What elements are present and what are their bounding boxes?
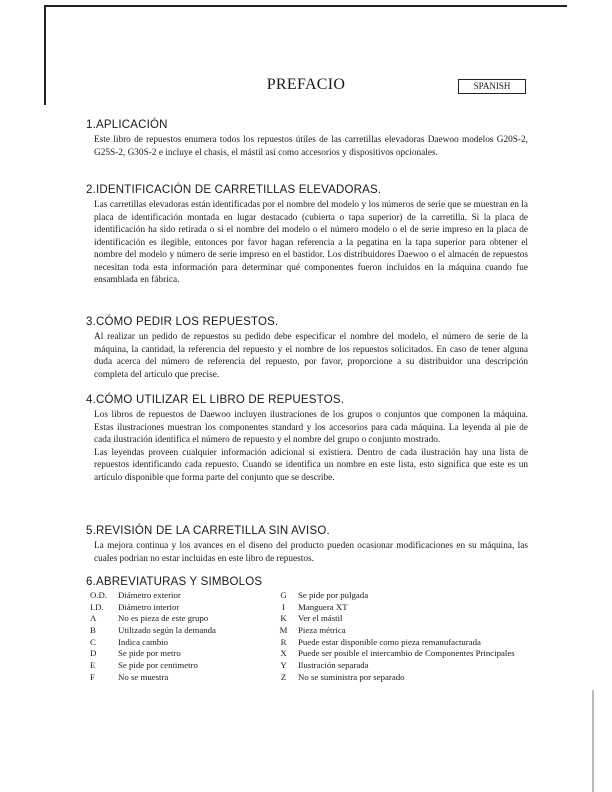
abbreviation-code: G <box>280 590 287 600</box>
section-revision <box>86 525 528 565</box>
list-item <box>86 625 271 637</box>
abbreviation-code: Z <box>280 671 287 682</box>
scan-edge-right <box>592 690 594 792</box>
list-item <box>86 672 271 684</box>
section-body: Este libro de repuestos enumera todos los repuestos útiles de las carretillas elevadoras Daewoo modelos G20S-2, G25S-2, G30S-2 e incluye el chasis, el mástil así como accesorios y dispositivos opcionales. <box>94 135 528 158</box>
list-item <box>86 648 271 660</box>
section-identificacion <box>86 184 528 287</box>
abbreviation-desc: Indica cambio <box>118 636 169 647</box>
abbreviation-code: K <box>280 613 287 624</box>
language-badge: SPANISH <box>458 79 526 94</box>
abbreviation-code: A <box>90 613 97 624</box>
section-como-pedir <box>86 316 528 381</box>
abbreviation-desc: Diámetro exterior <box>118 590 181 600</box>
abbreviation-code: C <box>90 636 96 647</box>
abbreviation-code: X <box>280 648 287 659</box>
section-body: Al realizar un pedido de repuestos su pedido debe especificar el nombre del modelo, el número de serie de la máquina, la cantidad, la referencia del repuesto y el nombre de los repuestos solicitados. En caso de tener alguna duda acerca del número de referencia del repuesto, por favor, proporcione a su distribuidor una descripción completa del artículo que precise. <box>94 332 528 380</box>
abbreviation-code: D <box>90 648 97 659</box>
section-heading: 2.IDENTIFICACIÓN DE CARRETILLAS ELEVADORAS. <box>86 184 382 196</box>
section-heading: 3.CÓMO PEDIR LOS REPUESTOS. <box>86 316 279 328</box>
list-item <box>271 672 515 684</box>
abbreviation-code: B <box>90 625 96 636</box>
abbreviation-desc: No se suministra por separado <box>298 671 405 682</box>
abbreviation-desc: Ilustración separada <box>298 660 369 671</box>
abbreviation-desc: No se muestra <box>118 671 169 682</box>
scan-edge-top <box>45 5 567 7</box>
section-aplicacion <box>86 119 528 159</box>
abbreviation-desc: Utilizado según la demanda <box>118 625 216 636</box>
section-heading: 6.ABREVIATURAS Y SIMBOLOS <box>86 576 263 588</box>
list-item <box>86 613 271 625</box>
abbreviation-desc: Manguera XT <box>298 601 348 612</box>
list-item <box>271 648 515 660</box>
section-body: Los libros de repuestos de Daewoo incluyen ilustraciones de los grupos o conjuntos que componen la máquina. Estas ilustraciones muestran los componentes standard y los accesorios para cada máquina. La leyenda al pie de cada ilustración identifica el número de repuesto y el nombre del grupo o conjunto mostrado. <box>94 410 528 445</box>
abbreviation-list-right <box>271 590 515 684</box>
section-body-2: Las leyendas proveen cualquier información adicional si existiera. Dentro de cada ilustración hay una lista de repuestos identificando cada repuesto. Cuando se identifica un nombre en este lista, esto significa que este es un artículo disponible que forma parte del conjunto que se describe. <box>94 447 528 483</box>
abbreviation-list-left <box>86 590 271 684</box>
abbreviation-desc: Diámetro interior <box>118 601 180 612</box>
list-item <box>271 660 515 672</box>
abbreviation-code: F <box>90 671 95 682</box>
abbreviation-code: E <box>90 660 96 671</box>
abbreviation-desc: Se pide por centimetro <box>118 660 198 671</box>
list-item <box>86 590 271 602</box>
list-item <box>271 637 515 649</box>
section-body: Las carretillas elevadoras están identificadas por el nombre del modelo y los números de serie que se muestran en la placa de identificación montada en lugar destacado (cubierta o tapa superior) de la carretilla. Si la placa de identificación ha sido retirada o si el nombre del modelo o el número modelo o el de serie impreso en la placa de identificación es ilegible, entonces por favor hagan referencia a la pegatina en la tapa superior para obtener el nombre del modelo y número de serie impreso en el bastidor. Los distribuidores Daewoo o el almacén de repuestos necesitan toda esta información para determinar qué componentes fueron incluidos en la máquina cuando fue ensamblada en fábrica. <box>94 200 528 285</box>
section-body: La mejora continua y los avances en el diseno del producto pueden ocasionar modificaciones en su máquina, las cuales podrian no estar incluidas en este libro de repuestos. <box>94 541 528 564</box>
abbreviation-desc: Se pide por metro <box>118 648 181 659</box>
section-heading: 1.APLICACIÓN <box>86 119 168 131</box>
abbreviation-desc: No es pieza de este grupo <box>118 613 209 624</box>
abbreviation-code: I <box>282 601 285 612</box>
abbreviation-desc: Puede estar disponible como pieza remanufacturada <box>298 636 481 647</box>
section-heading: 4.CÓMO UTILIZAR EL LIBRO DE REPUESTOS. <box>86 394 345 406</box>
section-heading: 5.REVISIÓN DE LA CARRETILLA SIN AVISO. <box>86 525 330 537</box>
abbreviation-desc: Pieza métrica <box>298 625 346 636</box>
page-title: PREFACIO <box>266 76 346 93</box>
list-item <box>271 625 515 637</box>
list-item <box>271 602 515 614</box>
section-abreviaturas <box>86 576 546 684</box>
abbreviation-code: I.D. <box>90 601 104 612</box>
abbreviation-code: R <box>280 636 287 647</box>
abbreviation-desc: Ver el mástil <box>298 613 343 624</box>
section-como-utilizar <box>86 394 528 484</box>
abbreviation-code: Y <box>280 660 287 671</box>
abbreviation-code: O.D. <box>90 590 108 600</box>
list-item <box>86 637 271 649</box>
list-item <box>271 590 515 602</box>
list-item <box>86 602 271 614</box>
list-item <box>86 660 271 672</box>
abbreviation-desc: Puede ser posible el intercambio de Componentes Principales <box>298 648 515 659</box>
abbreviation-code: M <box>279 625 288 636</box>
list-item <box>271 613 515 625</box>
abbreviation-desc: Se pide por pulgada <box>298 590 369 600</box>
